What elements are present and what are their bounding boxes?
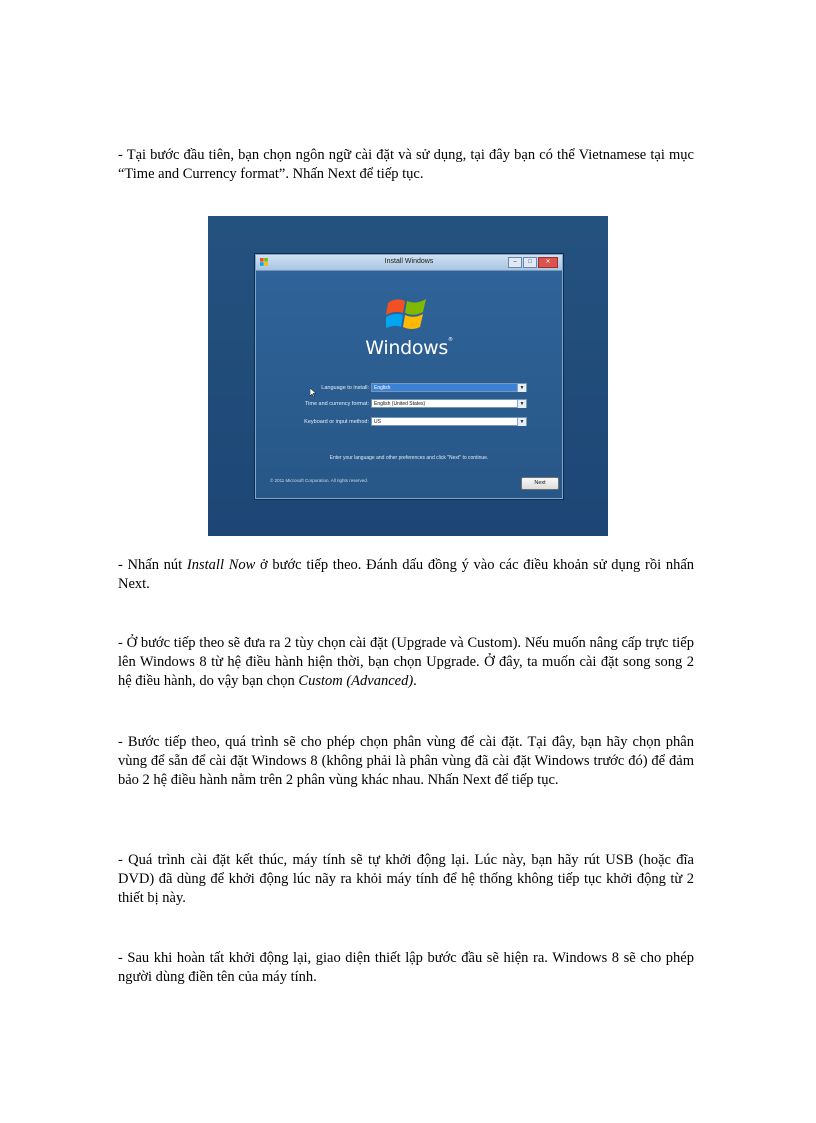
paragraph-1: - Tại bước đầu tiên, bạn chọn ngôn ngữ cài đặt và sử dụng, tại đây bạn có thể Vietnamese tại mục “Time and Currency format”. Nhấn Next để tiếp tục. (118, 147, 694, 182)
paragraph-3-text-b: . (413, 673, 417, 689)
paragraph-3-text-a: - Ở bước tiếp theo sẽ đưa ra 2 tùy chọn cài đặt (Upgrade và Custom). Nếu muốn nâng cấp trực tiếp lên Windows 8 từ hệ điều hành hiện thời, bạn chọn Upgrade. Ở đây, ta muốn cài đặt song song 2 hệ điều hành, do vậy bạn chọn (118, 635, 694, 689)
language-select[interactable] (371, 383, 527, 392)
chevron-down-icon: ▼ (517, 400, 526, 408)
dialog-titlebar (256, 255, 562, 271)
time-currency-select[interactable] (371, 399, 527, 408)
instruction-text: Enter your language and other preferences and click "Next" to continue. (329, 455, 489, 461)
mouse-cursor-icon (310, 388, 316, 397)
keyboard-select[interactable] (371, 417, 527, 426)
language-label: Language to install: (321, 385, 369, 391)
install-windows-screenshot (208, 216, 608, 536)
next-button[interactable]: Next (521, 477, 559, 490)
language-row (256, 383, 562, 393)
language-value: English (374, 385, 391, 391)
time-currency-label: Time and currency format: (305, 401, 369, 407)
maximize-icon[interactable]: □ (523, 257, 537, 268)
dialog-content (256, 271, 562, 498)
keyboard-row (256, 417, 562, 427)
time-currency-row (256, 399, 562, 409)
paragraph-2-text-a: - Nhấn nút (118, 557, 187, 573)
copyright-text: © 2011 Microsoft Corporation. All rights reserved. (270, 478, 369, 483)
keyboard-value: US (374, 419, 381, 425)
paragraph-3 (118, 634, 694, 691)
install-windows-dialog (255, 254, 563, 499)
paragraph-5: - Quá trình cài đặt kết thúc, máy tính sẽ tự khởi động lại. Lúc này, bạn hãy rút USB (hoặc đĩa DVD) đã dùng để khởi động lúc nãy ra khỏi máy tính để hệ thống không tiếp tục khởi động từ 2 thiết bị này. (118, 852, 694, 906)
paragraph-2-text-b: ở bước tiếp theo. Đánh dấu đồng ý vào các điều khoản sử dụng rồi nhấn Next. (118, 557, 695, 592)
paragraph-6: - Sau khi hoàn tất khởi động lại, giao diện thiết lập bước đầu sẽ hiện ra. Windows 8 sẽ cho phép người dùng điền tên của máy tính. (118, 950, 694, 985)
paragraph-4: - Bước tiếp theo, quá trình sẽ cho phép chọn phân vùng để cài đặt. Tại đây, bạn hãy chọn phân vùng để sẵn để cài đặt Windows 8 (không phải là phân vùng đã cài đặt Windows trước đó) để đảm bảo 2 hệ điều hành nằm trên 2 phân vùng khác nhau. Nhấn Next để tiếp tục. (118, 734, 694, 788)
custom-advanced-emphasis: Custom (Advanced) (298, 673, 414, 689)
chevron-down-icon: ▼ (517, 384, 526, 392)
chevron-down-icon: ▼ (517, 418, 526, 426)
windows-wordmark: Windows® (365, 337, 453, 359)
time-currency-value: English (United States) (374, 401, 426, 407)
brand-text: Windows (365, 337, 448, 359)
windows-logo-icon (386, 293, 428, 335)
minimize-icon[interactable]: – (508, 257, 522, 268)
install-now-emphasis: Install Now (186, 557, 256, 573)
close-icon[interactable]: ✕ (538, 257, 558, 268)
dialog-title: Install Windows (384, 258, 434, 265)
keyboard-label: Keyboard or input method: (304, 419, 369, 425)
paragraph-2 (118, 556, 694, 594)
